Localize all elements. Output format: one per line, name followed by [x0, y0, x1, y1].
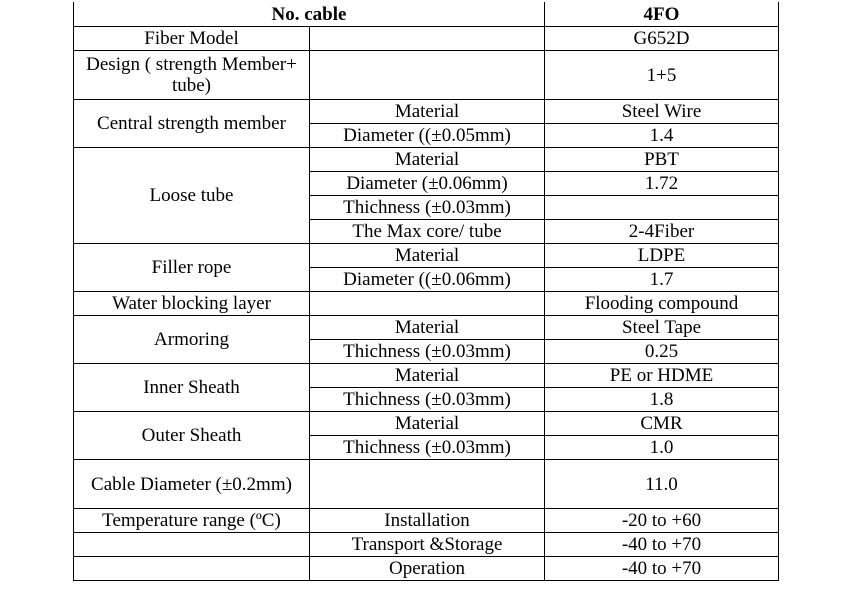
armoring-thickness-value: 0.25 — [545, 340, 779, 364]
loose-tube-diameter-label: Diameter (±0.06mm) — [310, 172, 545, 196]
cable-diameter-label: Cable Diameter (±0.2mm) — [74, 460, 310, 509]
header-label: No. cable — [74, 3, 545, 27]
water-blocking-label: Water blocking layer — [74, 292, 310, 316]
table-row — [74, 316, 779, 340]
filler-rope-material-label: Material — [310, 244, 545, 268]
loose-tube-thickness-value — [545, 196, 779, 220]
empty-cell — [310, 27, 545, 51]
table-row — [74, 460, 779, 509]
loose-tube-material-value: PBT — [545, 148, 779, 172]
outer-sheath-material-value: CMR — [545, 412, 779, 436]
filler-rope-diameter-label: Diameter ((±0.06mm) — [310, 268, 545, 292]
table-row — [74, 509, 779, 533]
inner-sheath-thickness-label: Thichness (±0.03mm) — [310, 388, 545, 412]
design-label: Design ( strength Member+ tube) — [74, 51, 310, 100]
fiber-model-value: G652D — [545, 27, 779, 51]
armoring-label: Armoring — [74, 316, 310, 364]
empty-cell — [310, 292, 545, 316]
table-row — [74, 412, 779, 436]
central-strength-member-label: Central strength member — [74, 100, 310, 148]
table-row — [74, 292, 779, 316]
empty-cell — [74, 533, 310, 557]
inner-sheath-thickness-value: 1.8 — [545, 388, 779, 412]
design-value: 1+5 — [545, 51, 779, 100]
loose-tube-thickness-label: Thichness (±0.03mm) — [310, 196, 545, 220]
loose-tube-label: Loose tube — [74, 148, 310, 244]
table-row — [74, 244, 779, 268]
outer-sheath-thickness-label: Thichness (±0.03mm) — [310, 436, 545, 460]
cable-diameter-value: 11.0 — [545, 460, 779, 509]
table-row — [74, 27, 779, 51]
temperature-operation-value: -40 to +70 — [545, 557, 779, 581]
loose-tube-max-core-value: 2-4Fiber — [545, 220, 779, 244]
temperature-operation-label: Operation — [310, 557, 545, 581]
armoring-thickness-label: Thichness (±0.03mm) — [310, 340, 545, 364]
central-strength-member-material-value: Steel Wire — [545, 100, 779, 124]
central-strength-member-material-label: Material — [310, 100, 545, 124]
table-row — [74, 364, 779, 388]
table-row — [74, 3, 779, 27]
temperature-installation-label: Installation — [310, 509, 545, 533]
inner-sheath-material-value: PE or HDME — [545, 364, 779, 388]
loose-tube-material-label: Material — [310, 148, 545, 172]
inner-sheath-label: Inner Sheath — [74, 364, 310, 412]
outer-sheath-label: Outer Sheath — [74, 412, 310, 460]
empty-cell — [74, 557, 310, 581]
table-row — [74, 100, 779, 124]
central-strength-member-diameter-value: 1.4 — [545, 124, 779, 148]
outer-sheath-thickness-value: 1.0 — [545, 436, 779, 460]
table-row — [74, 51, 779, 100]
temperature-transport-value: -40 to +70 — [545, 533, 779, 557]
filler-rope-label: Filler rope — [74, 244, 310, 292]
temperature-transport-label: Transport &Storage — [310, 533, 545, 557]
empty-cell — [310, 51, 545, 100]
header-value: 4FO — [545, 3, 779, 27]
fiber-model-label: Fiber Model — [74, 27, 310, 51]
filler-rope-material-value: LDPE — [545, 244, 779, 268]
central-strength-member-diameter-label: Diameter ((±0.05mm) — [310, 124, 545, 148]
table-row — [74, 557, 779, 581]
table-row — [74, 533, 779, 557]
armoring-material-value: Steel Tape — [545, 316, 779, 340]
outer-sheath-material-label: Material — [310, 412, 545, 436]
filler-rope-diameter-value: 1.7 — [545, 268, 779, 292]
loose-tube-diameter-value: 1.72 — [545, 172, 779, 196]
inner-sheath-material-label: Material — [310, 364, 545, 388]
temperature-label: Temperature range (ºC) — [74, 509, 310, 533]
empty-cell — [310, 460, 545, 509]
armoring-material-label: Material — [310, 316, 545, 340]
table-row — [74, 148, 779, 172]
loose-tube-max-core-label: The Max core/ tube — [310, 220, 545, 244]
temperature-installation-value: -20 to +60 — [545, 509, 779, 533]
water-blocking-value: Flooding compound — [545, 292, 779, 316]
cable-spec-table — [73, 2, 779, 581]
